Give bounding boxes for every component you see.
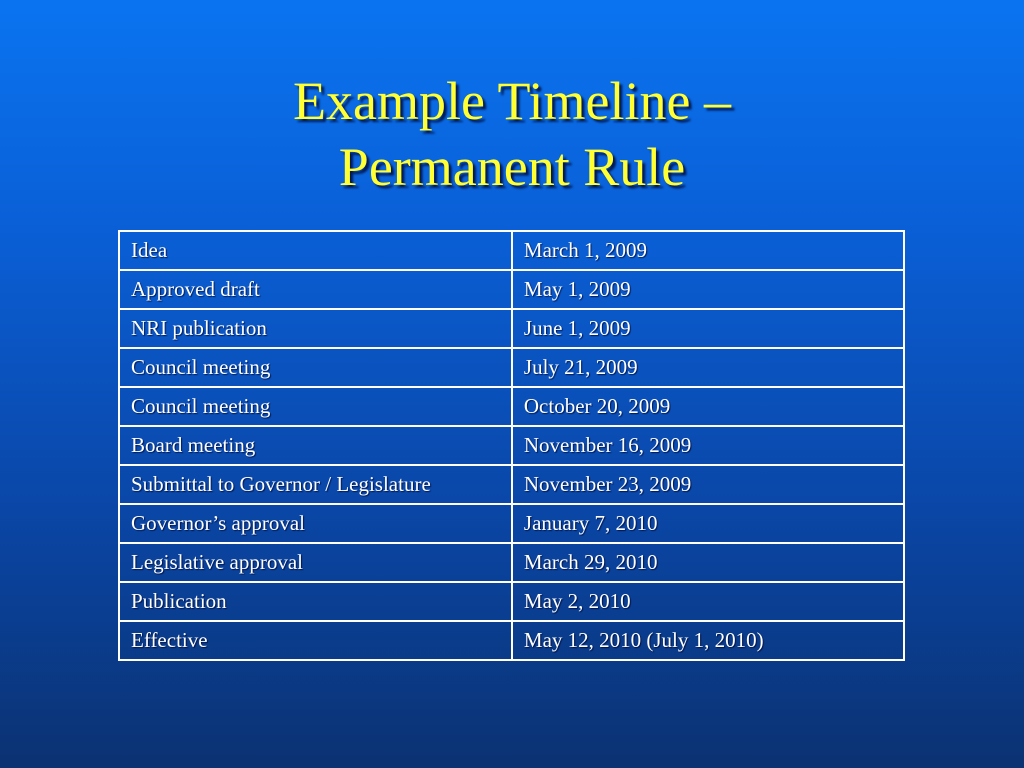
table-row [119, 231, 904, 270]
date-cell: November 23, 2009 [512, 465, 904, 504]
date-cell: November 16, 2009 [512, 426, 904, 465]
date-cell: May 1, 2009 [512, 270, 904, 309]
slide-title [0, 68, 1024, 200]
table-row [119, 387, 904, 426]
event-cell: Council meeting [119, 348, 512, 387]
event-cell: Council meeting [119, 387, 512, 426]
table-row [119, 504, 904, 543]
date-cell: June 1, 2009 [512, 309, 904, 348]
event-cell: Governor’s approval [119, 504, 512, 543]
date-cell: March 29, 2010 [512, 543, 904, 582]
slide-title-line-1: Example Timeline – [293, 71, 731, 131]
timeline-table [118, 230, 905, 661]
event-cell: NRI publication [119, 309, 512, 348]
event-cell: Submittal to Governor / Legislature [119, 465, 512, 504]
table-row [119, 270, 904, 309]
event-cell: Idea [119, 231, 512, 270]
date-cell: January 7, 2010 [512, 504, 904, 543]
date-cell: May 12, 2010 (July 1, 2010) [512, 621, 904, 660]
table-row [119, 582, 904, 621]
slide-title-line-2: Permanent Rule [338, 137, 686, 197]
date-cell: May 2, 2010 [512, 582, 904, 621]
event-cell: Approved draft [119, 270, 512, 309]
date-cell: July 21, 2009 [512, 348, 904, 387]
event-cell: Publication [119, 582, 512, 621]
table-row [119, 348, 904, 387]
table-row [119, 426, 904, 465]
table-row [119, 621, 904, 660]
event-cell: Effective [119, 621, 512, 660]
event-cell: Legislative approval [119, 543, 512, 582]
table-row [119, 465, 904, 504]
table-row [119, 309, 904, 348]
date-cell: March 1, 2009 [512, 231, 904, 270]
date-cell: October 20, 2009 [512, 387, 904, 426]
event-cell: Board meeting [119, 426, 512, 465]
table-row [119, 543, 904, 582]
